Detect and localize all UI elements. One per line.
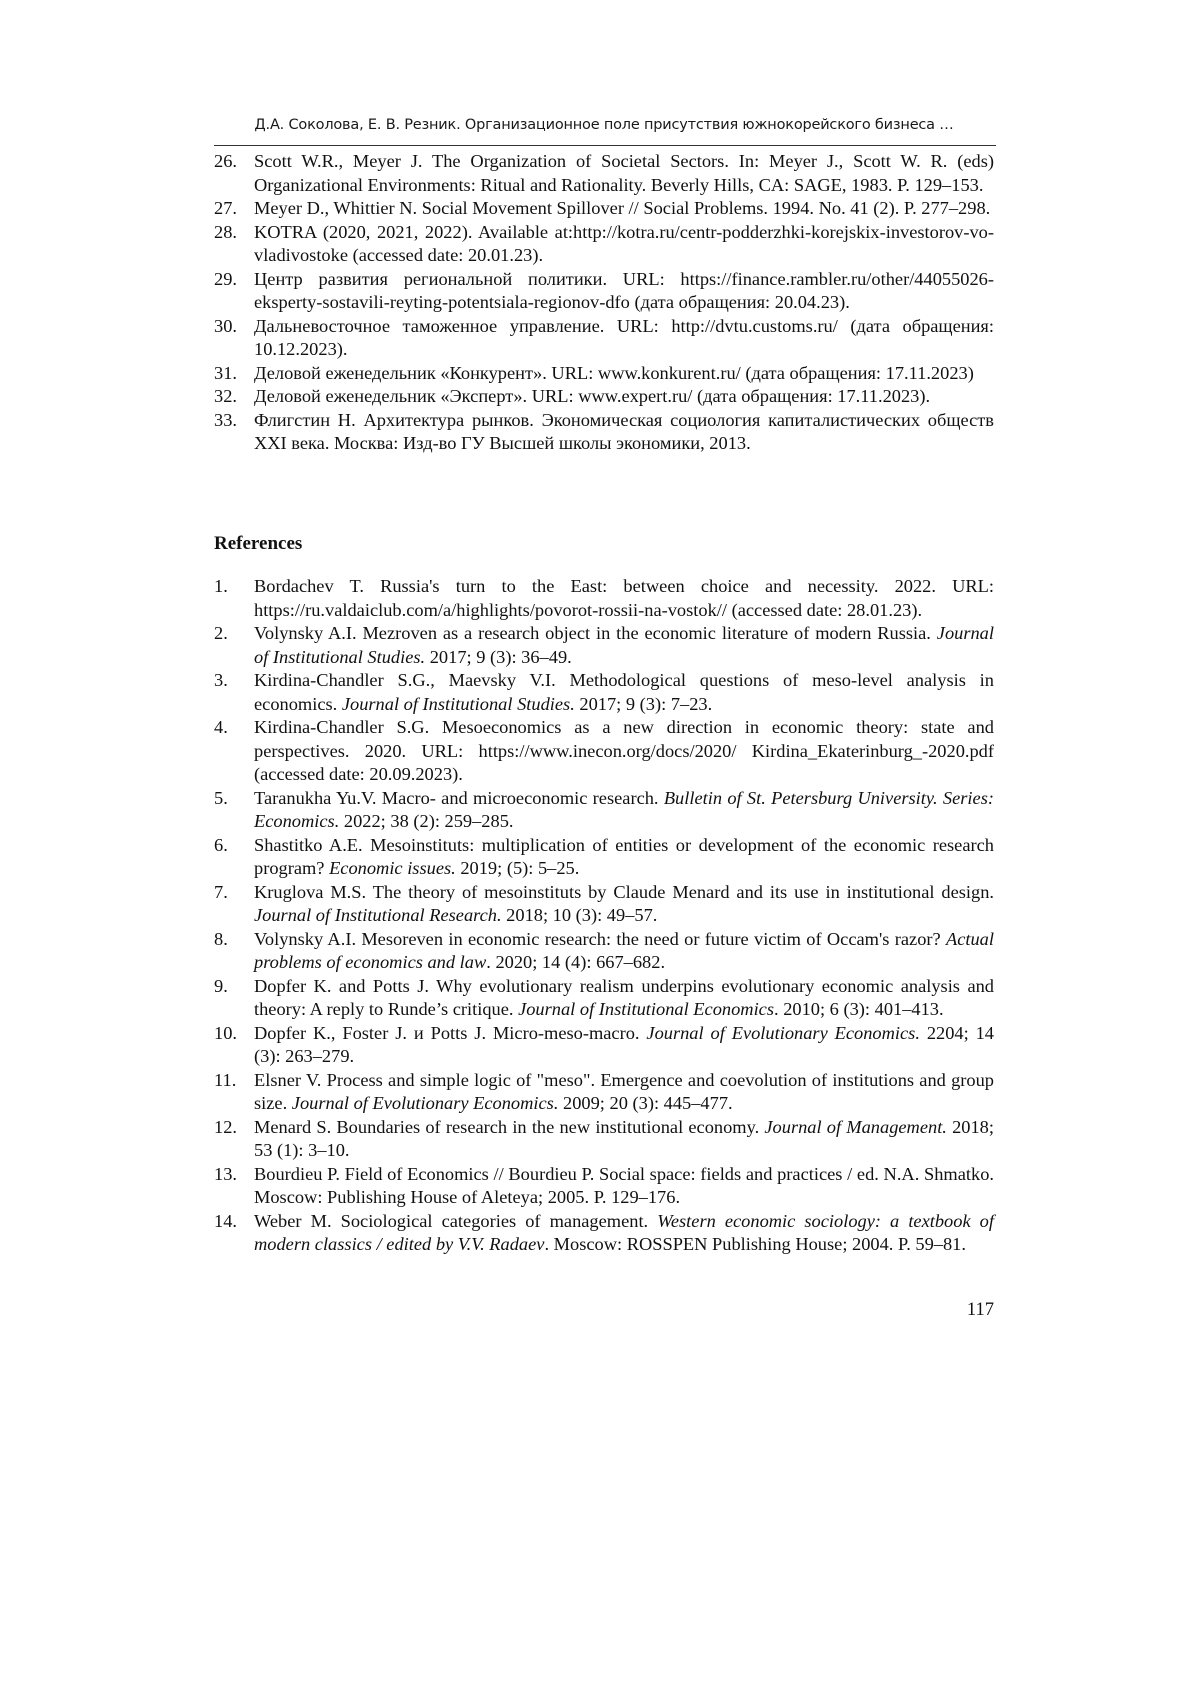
reference-item — [214, 221, 994, 268]
reference-number: 11. — [214, 1069, 254, 1093]
reference-number: 2. — [214, 622, 254, 646]
reference-item — [214, 385, 994, 409]
reference-text: Флигстин Н. Архитектура рынков. Экономическая социология капиталистических обществ XXI века. Москва: Изд-во ГУ Высшей школы экономики, 2013. — [254, 409, 994, 456]
reference-item — [214, 975, 994, 1022]
reference-item — [214, 362, 994, 386]
english-reference-list — [214, 575, 994, 1257]
reference-item — [214, 1022, 994, 1069]
reference-number: 29. — [214, 268, 254, 292]
reference-number: 33. — [214, 409, 254, 433]
page-number: 117 — [940, 1300, 994, 1321]
reference-text: Dopfer K., Foster J. и Potts J. Micro-meso-macro. Journal of Evolutionary Economics. 2204; 14 (3): 263–279. — [254, 1022, 994, 1069]
reference-item — [214, 1116, 994, 1163]
reference-text: Weber M. Sociological categories of management. Western economic sociology: a textbook of modern classics / edited by V.V. Radaev. Moscow: ROSSPEN Publishing House; 2004. P. 59–81. — [254, 1210, 994, 1257]
reference-text: Volynsky A.I. Mesoreven in economic research: the need or future victim of Occam's razor? Actual problems of economics and law. 2020; 14 (4): 667–682. — [254, 928, 994, 975]
reference-item — [214, 881, 994, 928]
reference-text: Дальневосточное таможенное управление. URL: http://dvtu.customs.ru/ (дата обращения: 10.12.2023). — [254, 315, 994, 362]
reference-item — [214, 669, 994, 716]
reference-item — [214, 787, 994, 834]
reference-item — [214, 197, 994, 221]
reference-text: Meyer D., Whittier N. Social Movement Spillover // Social Problems. 1994. No. 41 (2). P. 277–298. — [254, 197, 994, 221]
reference-number: 26. — [214, 150, 254, 174]
reference-item — [214, 1163, 994, 1210]
reference-item — [214, 622, 994, 669]
reference-number: 8. — [214, 928, 254, 952]
reference-number: 31. — [214, 362, 254, 386]
reference-item — [214, 150, 994, 197]
reference-text: Menard S. Boundaries of research in the new institutional economy. Journal of Management. 2018; 53 (1): 3–10. — [254, 1116, 994, 1163]
reference-item — [214, 575, 994, 622]
reference-number: 27. — [214, 197, 254, 221]
reference-text: Bordachev T. Russia's turn to the East: between choice and necessity. 2022. URL: https://ru.valdaiclub.com/a/highlights/povorot-rossii-na-vostok// (accessed date: 28.01.23). — [254, 575, 994, 622]
header-divider — [214, 145, 996, 146]
reference-text: Volynsky A.I. Mezroven as a research object in the economic literature of modern Russia. Journal of Institutional Studies. 2017; 9 (3): 36–49. — [254, 622, 994, 669]
reference-text: Центр развития региональной политики. URL: https://finance.rambler.ru/other/44055026-eksperty-sostavili-reyting-potentsiala-regionov-dfo (дата обращения: 20.04.23). — [254, 268, 994, 315]
reference-item — [214, 315, 994, 362]
reference-number: 5. — [214, 787, 254, 811]
reference-number: 14. — [214, 1210, 254, 1234]
running-header: Д.А. Соколова, Е. В. Резник. Организационное поле присутствия южнокорейского бизнеса … — [214, 117, 994, 133]
reference-item — [214, 834, 994, 881]
reference-text: Scott W.R., Meyer J. The Organization of Societal Sectors. In: Meyer J., Scott W. R. (eds) Organizational Environments: Ritual and Rationality. Beverly Hills, CA: SAGE, 1983. P. 129–153. — [254, 150, 994, 197]
reference-text: Shastitko A.E. Mesoinstituts: multiplication of entities or development of the economic research program? Economic issues. 2019; (5): 5–25. — [254, 834, 994, 881]
reference-text: Kruglova M.S. The theory of mesoinstituts by Claude Menard and its use in institutional design. Journal of Institutional Research. 2018; 10 (3): 49–57. — [254, 881, 994, 928]
russian-reference-list — [214, 150, 994, 456]
reference-number: 1. — [214, 575, 254, 599]
reference-text: Elsner V. Process and simple logic of "meso". Emergence and coevolution of institutions and group size. Journal of Evolutionary Economics. 2009; 20 (3): 445–477. — [254, 1069, 994, 1116]
reference-item — [214, 1210, 994, 1257]
reference-number: 28. — [214, 221, 254, 245]
reference-item — [214, 716, 994, 787]
references-heading: References — [214, 533, 302, 555]
reference-text: Kirdina-Chandler S.G., Maevsky V.I. Methodological questions of meso-level analysis in economics. Journal of Institutional Studies. 2017; 9 (3): 7–23. — [254, 669, 994, 716]
reference-number: 9. — [214, 975, 254, 999]
reference-item — [214, 928, 994, 975]
reference-text: Dopfer K. and Potts J. Why evolutionary realism underpins evolutionary economic analysis and theory: A reply to Runde’s critique. Journal of Institutional Economics. 2010; 6 (3): 401–413. — [254, 975, 994, 1022]
reference-number: 13. — [214, 1163, 254, 1187]
reference-number: 7. — [214, 881, 254, 905]
reference-text: Taranukha Yu.V. Macro- and microeconomic research. Bulletin of St. Petersburg University. Series: Economics. 2022; 38 (2): 259–285. — [254, 787, 994, 834]
reference-number: 12. — [214, 1116, 254, 1140]
reference-text: Bourdieu P. Field of Economics // Bourdieu P. Social space: fields and practices / ed. N.A. Shmatko. Moscow: Publishing House of Aleteya; 2005. P. 129–176. — [254, 1163, 994, 1210]
reference-text: Kirdina-Chandler S.G. Mesoeconomics as a new direction in economic theory: state and perspectives. 2020. URL: https://www.inecon.org/docs/2020/ Kirdina_Ekaterinburg_-2020.pdf (accessed date: 20.09.2023). — [254, 716, 994, 787]
reference-text: Деловой еженедельник «Конкурент». URL: www.konkurent.ru/ (дата обращения: 17.11.2023) — [254, 362, 994, 386]
reference-number: 6. — [214, 834, 254, 858]
reference-item — [214, 1069, 994, 1116]
reference-text: KOTRA (2020, 2021, 2022). Available at:http://kotra.ru/centr-podderzhki-korejskix-investorov-vo-vladivostoke (accessed date: 20.01.23). — [254, 221, 994, 268]
reference-number: 3. — [214, 669, 254, 693]
reference-number: 32. — [214, 385, 254, 409]
document-page — [0, 0, 1200, 1698]
reference-number: 4. — [214, 716, 254, 740]
reference-number: 10. — [214, 1022, 254, 1046]
reference-text: Деловой еженедельник «Эксперт». URL: www.expert.ru/ (дата обращения: 17.11.2023). — [254, 385, 994, 409]
reference-item — [214, 409, 994, 456]
reference-number: 30. — [214, 315, 254, 339]
reference-item — [214, 268, 994, 315]
